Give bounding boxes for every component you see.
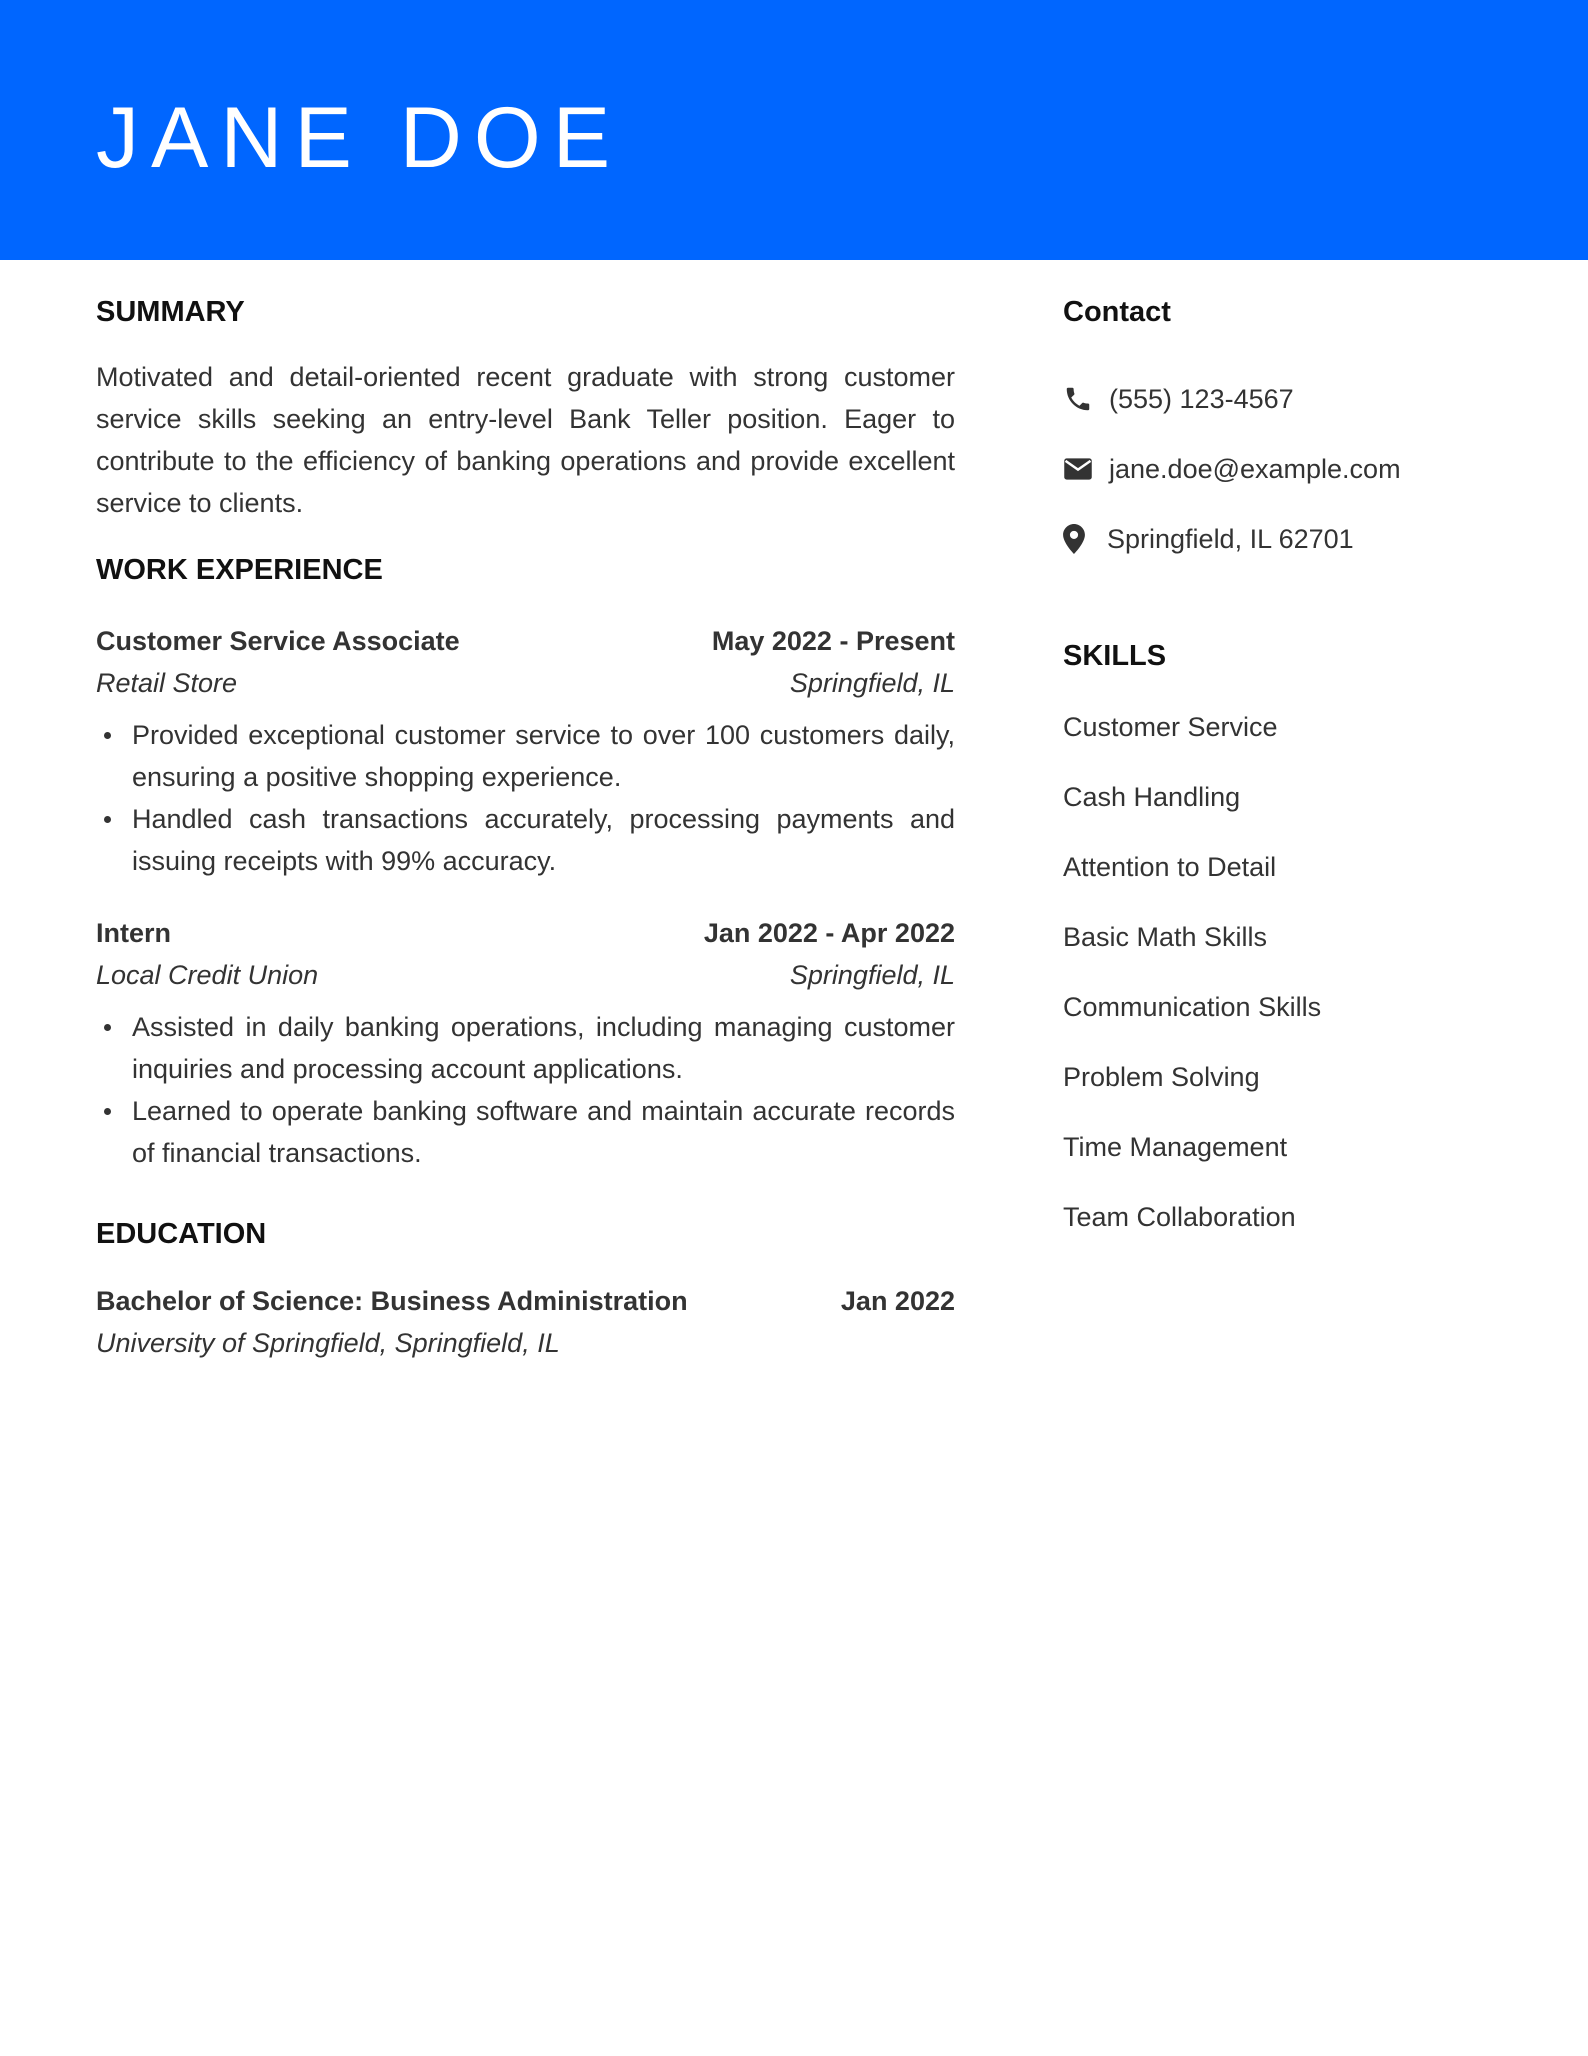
education-entry: [96, 1280, 955, 1364]
email-address[interactable]: jane.doe@example.com: [1109, 453, 1401, 484]
summary-text: Motivated and detail-oriented recent graduate with strong customer service skills seeking an entry-level Bank Teller position. Eager to contribute to the efficiency of banking operations and provide excellent service to clients.: [96, 362, 955, 518]
job-bullet: Learned to operate banking software and maintain accurate records of financial transactions.: [96, 1090, 955, 1174]
work-experience-heading: WORK EXPERIENCE: [96, 554, 383, 586]
contact-phone: [1063, 364, 1493, 434]
summary-heading: SUMMARY: [96, 296, 245, 328]
skill-item: Communication Skills: [1063, 991, 1322, 1022]
skill-item: Cash Handling: [1063, 781, 1241, 812]
contact-section: [1063, 290, 1493, 574]
skill-item: Problem Solving: [1063, 1061, 1260, 1092]
header-banner: [0, 0, 1588, 260]
skills-heading: SKILLS: [1063, 640, 1167, 672]
phone-icon: [1063, 384, 1109, 414]
skill-item: Attention to Detail: [1063, 851, 1277, 882]
job-organization: Retail Store: [96, 668, 238, 698]
skill-item: Team Collaboration: [1063, 1201, 1296, 1232]
job-bullets: [96, 1006, 955, 1174]
skills-section: [1063, 634, 1493, 1252]
job-dates: Jan 2022 - Apr 2022: [703, 918, 955, 948]
job-bullet: Handled cash transactions accurately, processing payments and issuing receipts with 99% accuracy.: [96, 798, 955, 882]
work-experience-section: [96, 548, 955, 1174]
summary-section: [96, 290, 955, 524]
degree-title: Bachelor of Science: Business Administration: [96, 1286, 688, 1316]
job-bullet: Assisted in daily banking operations, including managing customer inquiries and processing account applications.: [96, 1006, 955, 1090]
contact-email: [1063, 434, 1493, 504]
job-organization: Local Credit Union: [96, 960, 319, 990]
phone-number: (555) 123-4567: [1109, 383, 1294, 414]
job-entry: [96, 912, 955, 1174]
education-section: [96, 1212, 955, 1364]
job-location: Springfield, IL: [789, 668, 955, 698]
skill-item: Basic Math Skills: [1063, 921, 1268, 952]
school-name: University of Springfield, Springfield, IL: [96, 1328, 560, 1358]
degree-date: Jan 2022: [840, 1286, 955, 1316]
job-entry: [96, 620, 955, 882]
sidebar-column: [1063, 290, 1493, 1252]
education-heading: EDUCATION: [96, 1218, 267, 1250]
contact-heading: Contact: [1063, 296, 1171, 328]
envelope-icon: [1063, 457, 1109, 481]
main-column: [96, 290, 955, 1364]
job-location: Springfield, IL: [789, 960, 955, 990]
location-text: Springfield, IL 62701: [1107, 523, 1354, 554]
skills-list: [1063, 692, 1493, 1252]
job-title: Intern: [96, 918, 172, 948]
skill-item: Time Management: [1063, 1131, 1288, 1162]
job-bullets: [96, 714, 955, 882]
skill-item: Customer Service: [1063, 711, 1278, 742]
job-dates: May 2022 - Present: [711, 626, 955, 656]
candidate-name: JANE DOE: [96, 90, 623, 186]
job-bullet: Provided exceptional customer service to over 100 customers daily, ensuring a positive shopping experience.: [96, 714, 955, 798]
job-title: Customer Service Associate: [96, 626, 460, 656]
contact-location: [1063, 504, 1493, 574]
map-marker-icon: [1063, 524, 1107, 554]
